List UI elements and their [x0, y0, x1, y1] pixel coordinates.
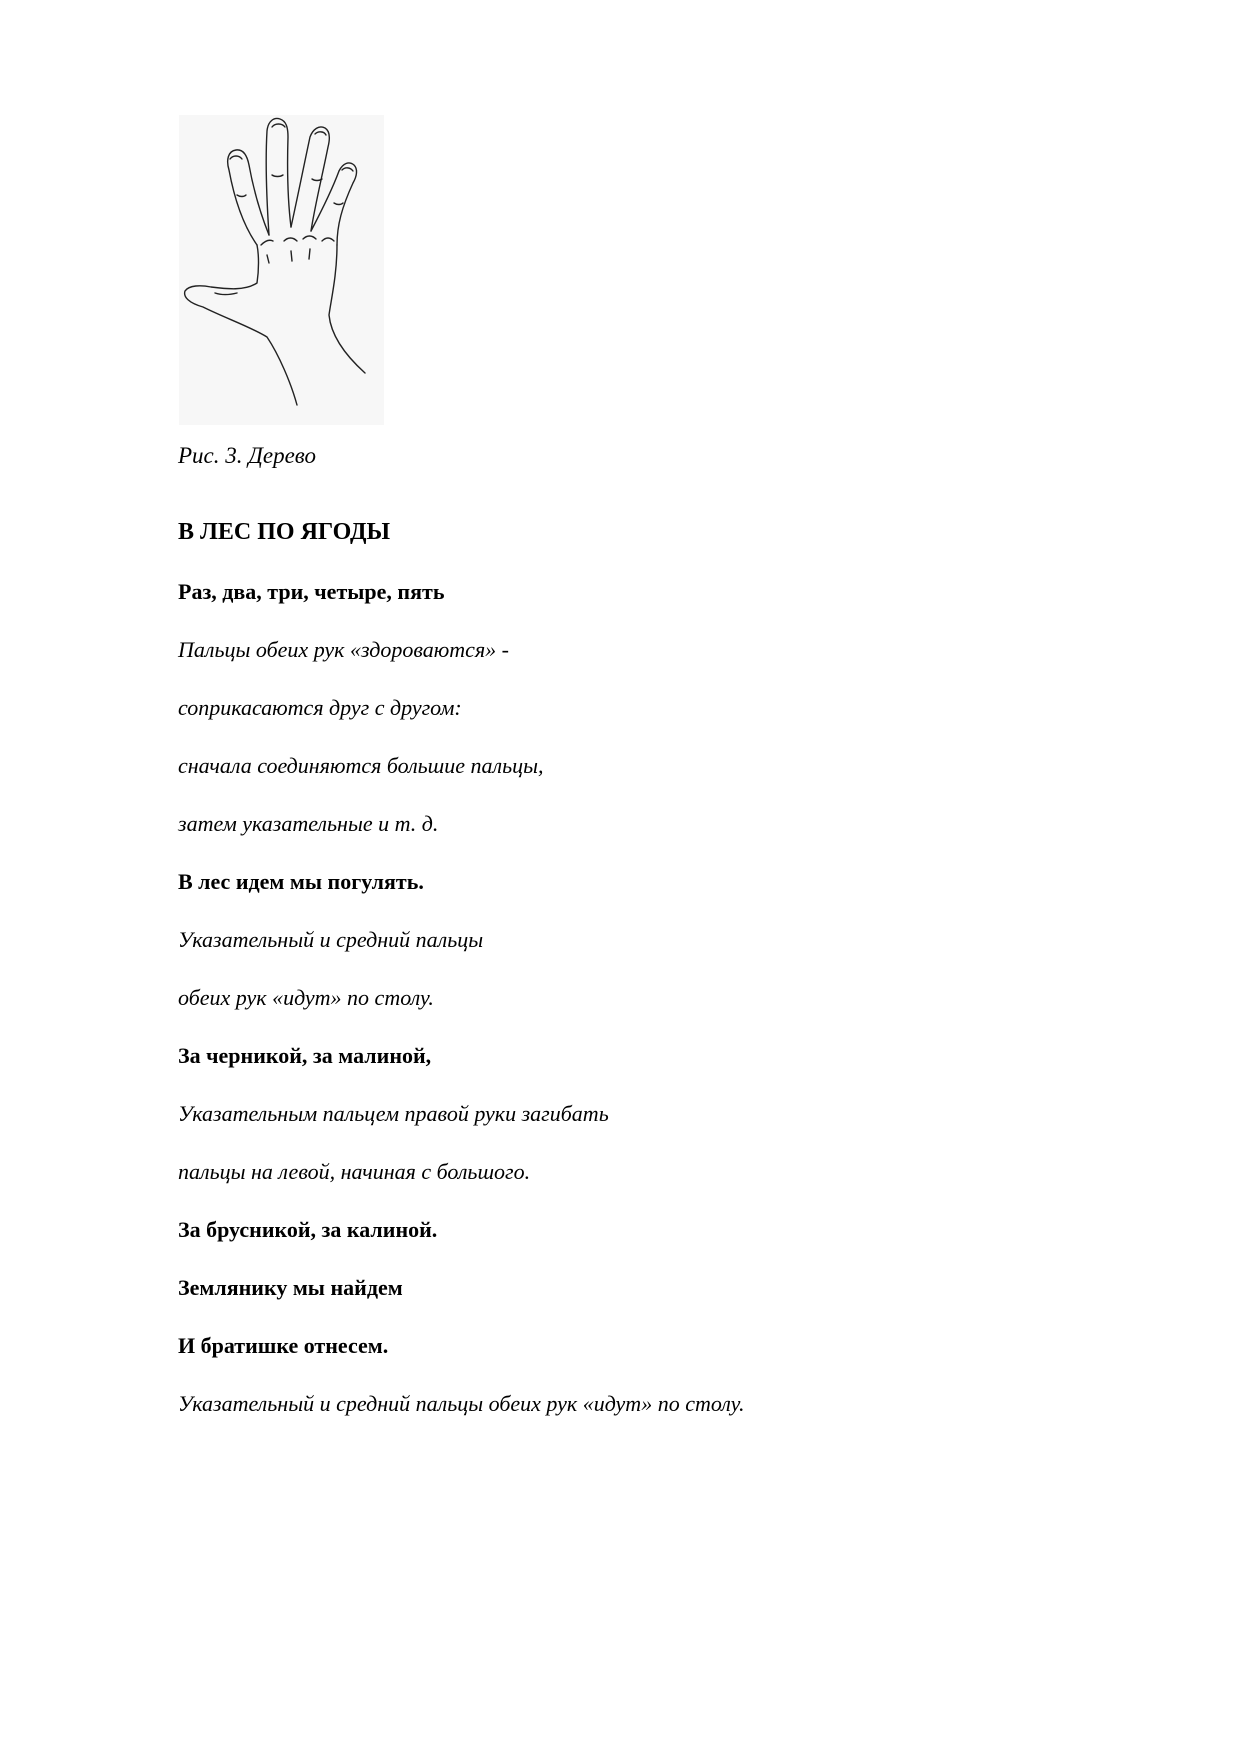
instruction-line: Пальцы обеих рук «здороваются» - [178, 637, 509, 662]
hand-tree-illustration-icon [179, 115, 384, 425]
instruction-line: Указательный и средний пальцы [178, 927, 484, 952]
instruction-line: сначала соединяются большие пальцы, [178, 753, 544, 778]
verse-line: Землянику мы найдем [178, 1275, 403, 1300]
verse-line: За брусникой, за калиной. [178, 1217, 438, 1242]
verse-line: За черникой, за малиной, [178, 1043, 432, 1068]
section-title: В ЛЕС ПО ЯГОДЫ [178, 519, 391, 545]
verse-line: И братишке отнесем. [178, 1333, 389, 1358]
instruction-line: затем указательные и т. д. [178, 811, 439, 836]
instruction-line: соприкасаются друг с другом: [178, 695, 462, 720]
instruction-line: обеих рук «идут» по столу. [178, 985, 434, 1010]
verse-line: В лес идем мы погулять. [178, 869, 424, 894]
verse-line: Раз, два, три, четыре, пять [178, 579, 445, 604]
hand-tree-figure [179, 115, 384, 425]
instruction-line: пальцы на левой, начиная с большого. [178, 1159, 531, 1184]
instruction-line: Указательным пальцем правой руки загибать [178, 1101, 609, 1126]
figure-caption: Рис. 3. Дерево [178, 443, 316, 468]
instruction-line: Указательный и средний пальцы обеих рук «идут» по столу. [178, 1391, 745, 1416]
